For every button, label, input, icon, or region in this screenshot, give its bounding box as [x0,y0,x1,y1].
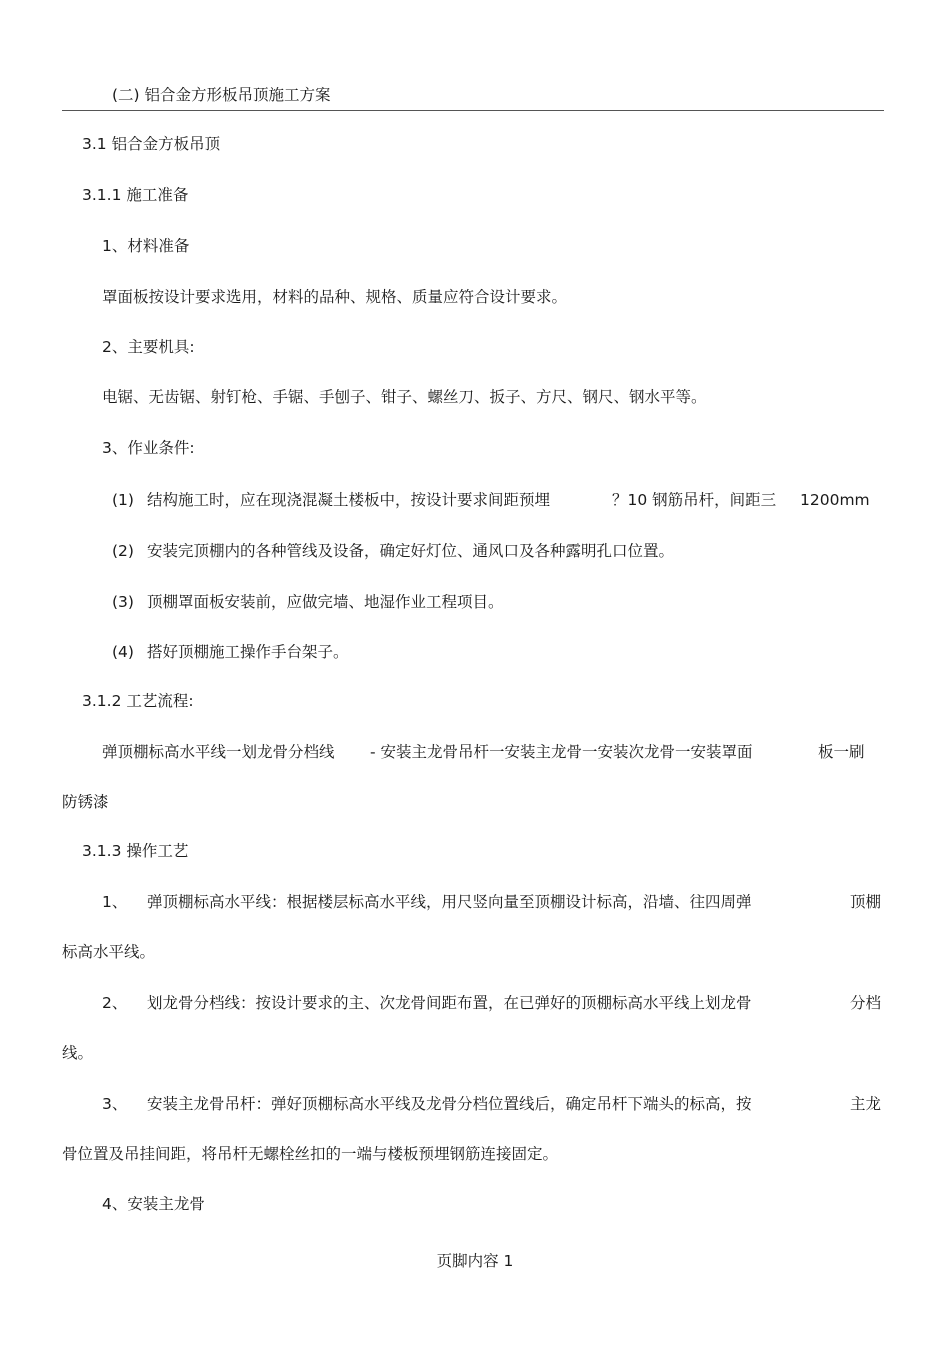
condition-1-text-b: ？10 钢筋吊杆，间距三 [612,491,777,509]
header-divider [62,110,884,111]
item-3-title: 3、作业条件: [102,439,195,457]
step-2-number: 2、 [102,994,128,1012]
flow-text-b: - 安装主龙骨吊杆一安装主龙骨一安装次龙骨一安装罩面 [370,743,753,761]
page-footer: 页脚内容 1 [436,1252,514,1270]
item-2-title: 2、主要机具: [102,338,195,356]
step-3-text-a: 安装主龙骨吊杆：弹好顶棚标高水平线及龙骨分档位置线后，确定吊杆下端头的标高，按 [147,1095,752,1113]
condition-4-text: 搭好顶棚施工操作手台架子。 [147,643,349,661]
flow-text-c: 板一刷 [818,743,865,761]
flow-text-a: 弹顶棚标高水平线一划龙骨分档线 [102,743,335,761]
step-2-text-b: 分档 [850,994,882,1012]
header-title: (二) 铝合金方形板吊顶施工方案 [112,86,331,104]
step-2-text-c: 线。 [62,1044,94,1062]
condition-2-number: (2) [112,542,134,560]
item-1-title: 1、材料准备 [102,237,190,255]
step-2-text-a: 划龙骨分档线：按设计要求的主、次龙骨间距布置，在已弹好的顶棚标高水平线上划龙骨 [147,994,752,1012]
flow-text-d: 防锈漆 [62,793,109,811]
condition-3-text: 顶棚罩面板安装前，应做完墙、地湿作业工程项目。 [147,593,504,611]
step-3-number: 3、 [102,1095,128,1113]
condition-1-text-c: 1200mm [800,491,870,509]
step-1-text-c: 标高水平线。 [62,943,156,961]
heading-3-1-2: 3.1.2 工艺流程: [82,692,194,710]
condition-1-number: (1) [112,491,134,509]
step-1-number: 1、 [102,893,128,911]
item-2-text: 电锯、无齿锯、射钉枪、手锯、手刨子、钳子、螺丝刀、扳子、方尺、钢尺、钢水平等。 [102,388,707,406]
step-1-text-b: 顶棚 [850,893,882,911]
heading-3-1-3: 3.1.3 操作工艺 [82,842,189,860]
condition-2-text: 安装完顶棚内的各种管线及设备，确定好灯位、通风口及各种露明孔口位置。 [147,542,675,560]
heading-3-1-1: 3.1.1 施工准备 [82,186,189,204]
item-1-text: 罩面板按设计要求选用，材料的品种、规格、质量应符合设计要求。 [102,288,568,306]
item-4-title: 4、安装主龙骨 [102,1195,205,1213]
step-1-text-a: 弹顶棚标高水平线：根据楼层标高水平线，用尺竖向量至顶棚设计标高，沿墙、往四周弹 [147,893,752,911]
heading-3-1: 3.1 铝合金方板吊顶 [82,135,221,153]
condition-1-text-a: 结构施工时，应在现浇混凝土楼板中，按设计要求间距预埋 [147,491,551,509]
step-3-text-c: 骨位置及吊挂间距，将吊杆无螺栓丝扣的一端与楼板预埋钢筋连接固定。 [62,1145,559,1163]
condition-3-number: (3) [112,593,134,611]
condition-4-number: (4) [112,643,134,661]
step-3-text-b: 主龙 [850,1095,882,1113]
